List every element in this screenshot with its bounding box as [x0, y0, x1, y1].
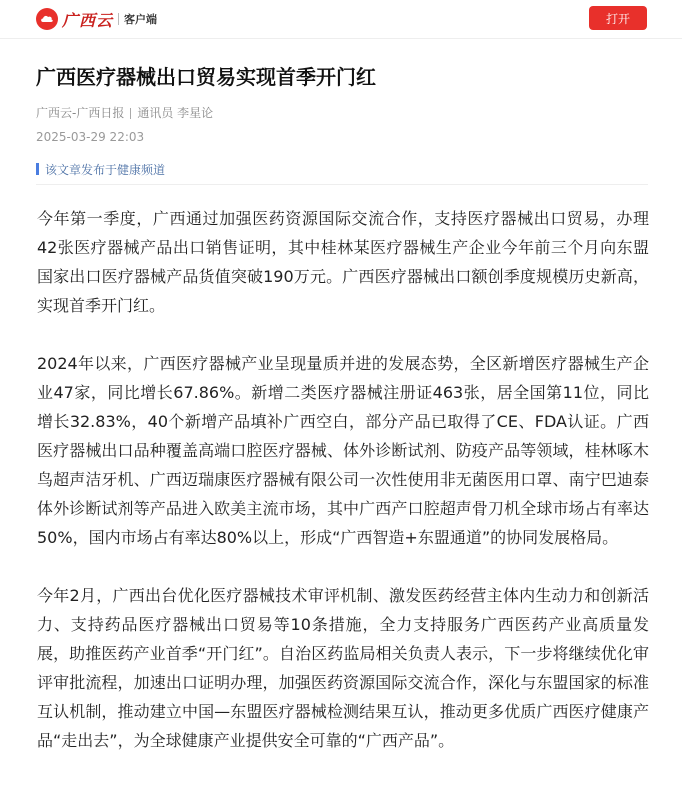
article-paragraph: 今年第一季度，广西通过加强医药资源国际交流合作，支持医疗器械出口贸易，办理42张医疗器械产品出口销售证明，其中桂林某医疗器械生产企业今年前三个月向东盟国家出口医疗器械产品货值突破190万元。广西医疗器械出口额创季度规模历史新高，实现首季开门红。: [37, 209, 649, 315]
article-title: 广西医疗器械出口贸易实现首季开门红: [36, 65, 376, 89]
article-body: [37, 204, 649, 784]
article-meta: [36, 105, 213, 121]
meta-divider: [130, 108, 131, 119]
logo-separator: [118, 13, 119, 25]
brand-name: 广西云: [62, 10, 114, 30]
cloud-logo-glyph: [39, 11, 55, 27]
header-divider: [36, 184, 648, 185]
brand-subtitle: 客户端: [124, 13, 158, 26]
channel-note[interactable]: [36, 160, 165, 178]
channel-note-text: 该文章发布于健康频道: [45, 162, 166, 177]
top-bar: [0, 0, 682, 39]
app-logo[interactable]: [36, 7, 157, 31]
channel-accent-bar: [36, 163, 39, 175]
article-source: 广西云-广西日报: [36, 106, 125, 120]
article-paragraph: 今年2月，广西出台优化医疗器械技术审评机制、激发医药经营主体内生动力和创新活力、支持药品医疗器械出口贸易等10条措施，全力支持服务广西医药产业高质量发展，助推医药产业首季“开门红”。自治区药监局相关负责人表示，下一步将继续优化审评审批流程，加速出口证明办理，加强医药资源国际交流合作，深化与东盟国家的标准互认机制，推动建立中国—东盟医疗器械检测结果互认，推动更多优质广西医疗健康产品“走出去”，为全球健康产业提供安全可靠的“广西产品”。: [37, 586, 649, 750]
article-author: 通讯员 李星论: [137, 106, 214, 120]
cloud-logo-icon: [36, 8, 58, 30]
article-date: 2025-03-29 22:03: [36, 130, 145, 144]
open-app-button[interactable]: 打开: [589, 6, 647, 30]
article-paragraph: 2024年以来，广西医疗器械产业呈现量质并进的发展态势，全区新增医疗器械生产企业47家，同比增长67.86%。新增二类医疗器械注册证463张，居全国第11位，同比增长32.83%，40个新增产品填补广西空白，部分产品已取得了CE、FDA认证。广西医疗器械出口品种覆盖高端口腔医疗器械、体外诊断试剂、防疫产品等领域，桂林啄木鸟超声洁牙机、广西迈瑞康医疗器械有限公司一次性使用非无菌医用口罩、南宁巴迪泰体外诊断试剂等产品进入欧美主流市场，其中广西产口腔超声骨刀机全球市场占有率达50%，国内市场占有率达80%以上，形成“广西智造+东盟通道”的协同发展格局。: [37, 354, 649, 547]
